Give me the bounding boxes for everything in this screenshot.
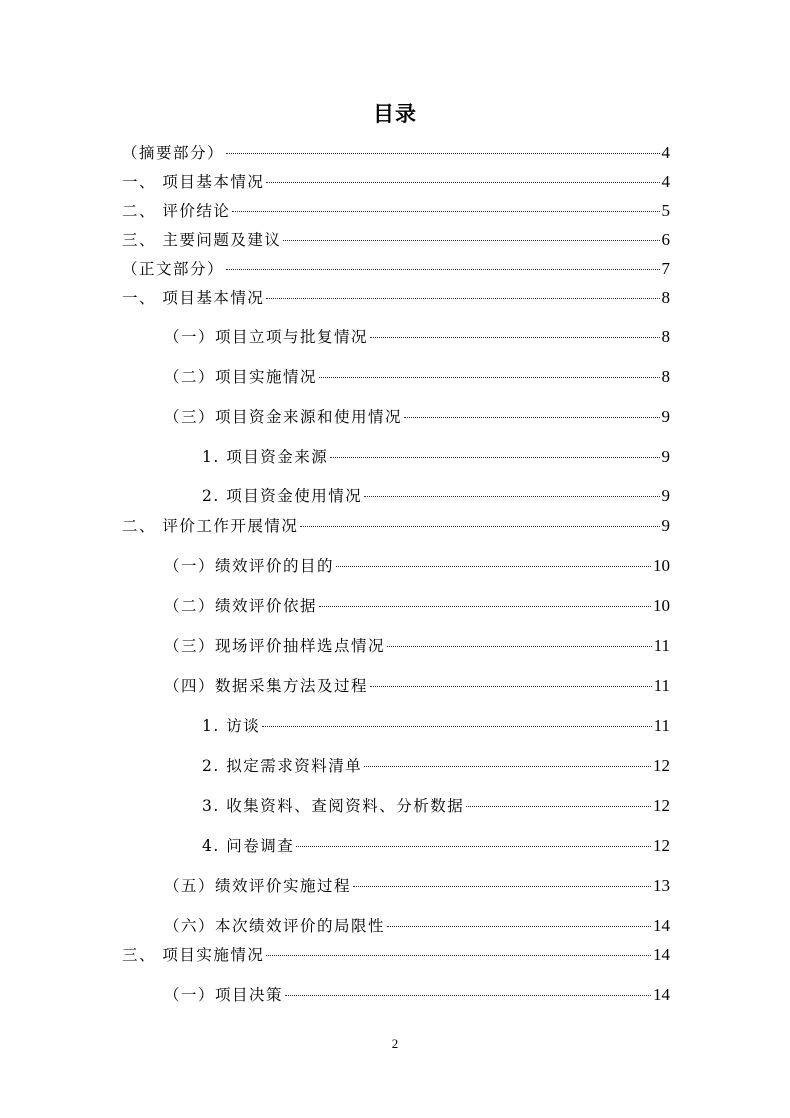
toc-entry-page: 6: [661, 230, 670, 249]
toc-entry-page: 4: [661, 143, 670, 162]
toc-leader-dots: [285, 995, 651, 996]
toc-entry-page: 14: [653, 985, 670, 1004]
toc-entry-label: 二、 评价工作开展情况: [122, 517, 299, 535]
toc-leader-dots: [319, 606, 651, 607]
toc-leader-dots: [364, 496, 659, 497]
toc-entry-page: 11: [653, 636, 670, 655]
toc-entry-label: （六）本次绩效评价的局限性: [164, 917, 386, 935]
toc-leader-dots: [226, 269, 659, 270]
toc-entry-page: 14: [653, 916, 670, 935]
toc-leader-dots: [283, 240, 659, 241]
toc-leader-dots: [226, 153, 659, 154]
toc-entry-label: 二、 评价结论: [122, 202, 231, 220]
toc-leader-dots: [266, 955, 651, 956]
toc-entry-label: （一）项目立项与批复情况: [164, 328, 369, 346]
toc-entry-page: 9: [661, 407, 670, 426]
toc-leader-dots: [370, 337, 659, 338]
toc-entry-page: 9: [661, 486, 670, 505]
toc-entry-page: 10: [653, 596, 670, 615]
toc-entry-label: （二）绩效评价依据: [164, 597, 318, 615]
toc-entry-page: 8: [661, 327, 670, 346]
toc-entry-page: 8: [661, 288, 670, 307]
toc-leader-dots: [364, 766, 651, 767]
toc-entry[interactable]: [164, 556, 670, 576]
toc-entry-page: 5: [661, 201, 670, 220]
toc-entry-label: 4. 问卷调查: [202, 837, 295, 855]
toc-entry-page: 14: [653, 945, 670, 964]
toc-entry-page: 12: [653, 756, 670, 775]
toc-entry[interactable]: [202, 796, 670, 816]
toc-entry-label: 1. 访谈: [202, 717, 261, 735]
toc-entry-page: 13: [653, 876, 670, 895]
toc-entry[interactable]: [202, 716, 670, 736]
toc-entry-label: （三）项目资金来源和使用情况: [164, 408, 403, 426]
toc-entry-label: 一、 项目基本情况: [122, 173, 265, 191]
toc-entry-label: （正文部分）: [122, 260, 225, 278]
toc-entry-label: 3. 收集资料、查阅资料、分析数据: [202, 797, 465, 815]
toc-entry[interactable]: [122, 143, 670, 163]
toc-entry-page: 8: [661, 367, 670, 386]
toc-leader-dots: [466, 806, 651, 807]
toc-entry[interactable]: [164, 407, 670, 427]
toc-entry[interactable]: [122, 259, 670, 279]
toc-entry-label: 2. 项目资金使用情况: [202, 487, 363, 505]
toc-entry-label: 三、 主要问题及建议: [122, 231, 282, 249]
toc-entry[interactable]: [164, 367, 670, 387]
toc-entry[interactable]: [122, 945, 670, 965]
toc-leader-dots: [387, 926, 651, 927]
toc-entry[interactable]: [202, 486, 670, 506]
toc-entry[interactable]: [122, 288, 670, 308]
toc-entry[interactable]: [122, 172, 670, 192]
toc-entry[interactable]: [202, 836, 670, 856]
toc-leader-dots: [336, 566, 651, 567]
toc-entry[interactable]: [122, 516, 670, 536]
toc-entry-page: 12: [653, 836, 670, 855]
page-number: 2: [391, 1036, 399, 1051]
toc-entry-label: （五）绩效评价实施过程: [164, 877, 352, 895]
toc-entry-label: 三、 项目实施情况: [122, 946, 265, 964]
toc-entry[interactable]: [164, 985, 670, 1005]
toc-title: 目录: [373, 102, 417, 126]
toc-entry-page: 9: [661, 447, 670, 466]
toc-entry[interactable]: [164, 636, 670, 656]
toc-entry[interactable]: [164, 676, 670, 696]
toc-leader-dots: [387, 646, 652, 647]
toc-entry-page: 12: [653, 796, 670, 815]
toc-entry[interactable]: [164, 596, 670, 616]
toc-leader-dots: [296, 846, 651, 847]
toc-leader-dots: [232, 211, 659, 212]
toc-entry-label: （摘要部分）: [122, 144, 225, 162]
toc-entry-label: （四）数据采集方法及过程: [164, 677, 369, 695]
toc-entry-page: 10: [653, 556, 670, 575]
toc-entry-label: 2. 拟定需求资料清单: [202, 757, 363, 775]
toc-entry[interactable]: [202, 756, 670, 776]
toc-entry[interactable]: [164, 876, 670, 896]
toc-entry-page: 9: [661, 516, 670, 535]
toc-leader-dots: [266, 298, 659, 299]
toc-entry-label: （一）绩效评价的目的: [164, 557, 335, 575]
toc-entry-page: 4: [661, 172, 670, 191]
toc-entry[interactable]: [122, 201, 670, 221]
toc-entry-page: 11: [653, 676, 670, 695]
toc-leader-dots: [300, 526, 659, 527]
toc-entry[interactable]: [164, 327, 670, 347]
toc-entry[interactable]: [122, 230, 670, 250]
toc-entry-page: 7: [661, 259, 670, 278]
toc-leader-dots: [266, 182, 659, 183]
toc-leader-dots: [330, 457, 659, 458]
toc-entry-label: （三）现场评价抽样选点情况: [164, 637, 386, 655]
toc-entry[interactable]: [202, 447, 670, 467]
toc-entry-page: 11: [653, 716, 670, 735]
toc-leader-dots: [319, 377, 659, 378]
toc-entry-label: 一、 项目基本情况: [122, 289, 265, 307]
toc-leader-dots: [353, 886, 651, 887]
toc-entry[interactable]: [164, 916, 670, 936]
toc-leader-dots: [262, 726, 651, 727]
toc-entry-label: （二）项目实施情况: [164, 368, 318, 386]
toc-entry-label: 1. 项目资金来源: [202, 448, 329, 466]
toc-entry-label: （一）项目决策: [164, 986, 284, 1004]
toc-leader-dots: [404, 417, 659, 418]
toc-leader-dots: [370, 686, 652, 687]
